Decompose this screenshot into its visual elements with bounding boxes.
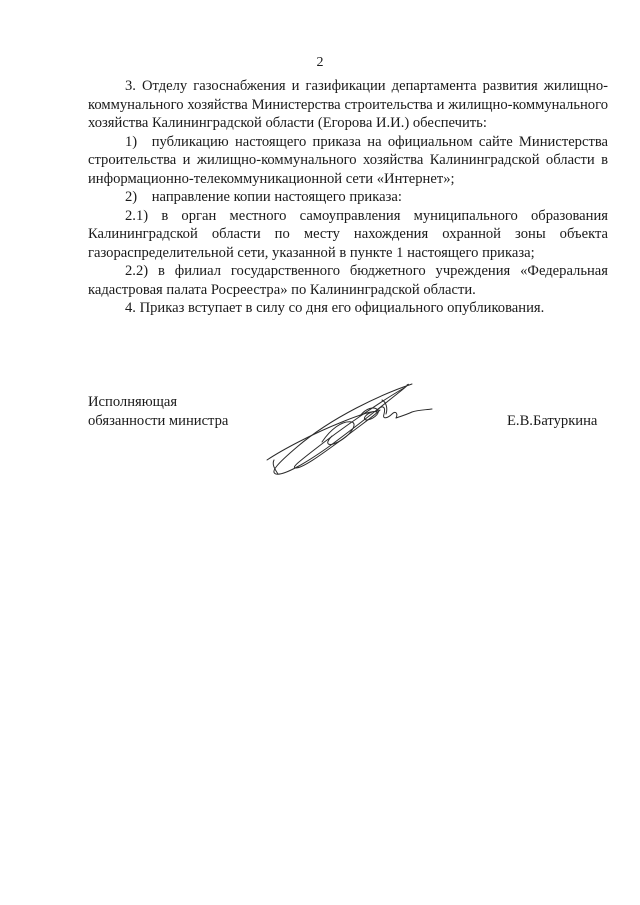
page-number: 2 bbox=[316, 55, 324, 70]
paragraph-subitem-2-2: 2.2) в филиал государственного бюджетного учреждения «Федеральная кадастровая палата Росреестра» по Калининградской области. bbox=[88, 263, 608, 298]
paragraph-item-4: 4. Приказ вступает в силу со дня его официального опубликования. bbox=[125, 300, 545, 316]
paragraph-item-3: 3. Отделу газоснабжения и газификации департамента развития жилищно-коммунального хозяйства Министерства строительства и жилищно-коммунального хозяйства Калининградской области (Егорова И.И.) обеспечить: bbox=[88, 78, 608, 131]
signatory-position-line2: обязанности министра bbox=[88, 413, 229, 429]
document-body bbox=[88, 77, 608, 318]
signatory-position bbox=[88, 393, 228, 431]
handwritten-signature bbox=[262, 372, 452, 482]
signatory-name: Е.В.Батуркина bbox=[507, 413, 598, 429]
signatory-position-line1: Исполняющая bbox=[88, 394, 178, 410]
paragraph-subitem-2: 2) направление копии настоящего приказа: bbox=[125, 189, 402, 205]
paragraph-subitem-1: 1) публикацию настоящего приказа на официальном сайте Министерства строительства и жилищно-коммунального хозяйства Калининградской области в информационно-телекоммуникационной сети «Интернет»; bbox=[88, 133, 608, 187]
paragraph-subitem-2-1: 2.1) в орган местного самоуправления муниципального образования Калининградской области по месту нахождения охранной зоны объекта газораспределительной сети, указанной в пункте 1 настоящего приказа; bbox=[88, 207, 608, 261]
